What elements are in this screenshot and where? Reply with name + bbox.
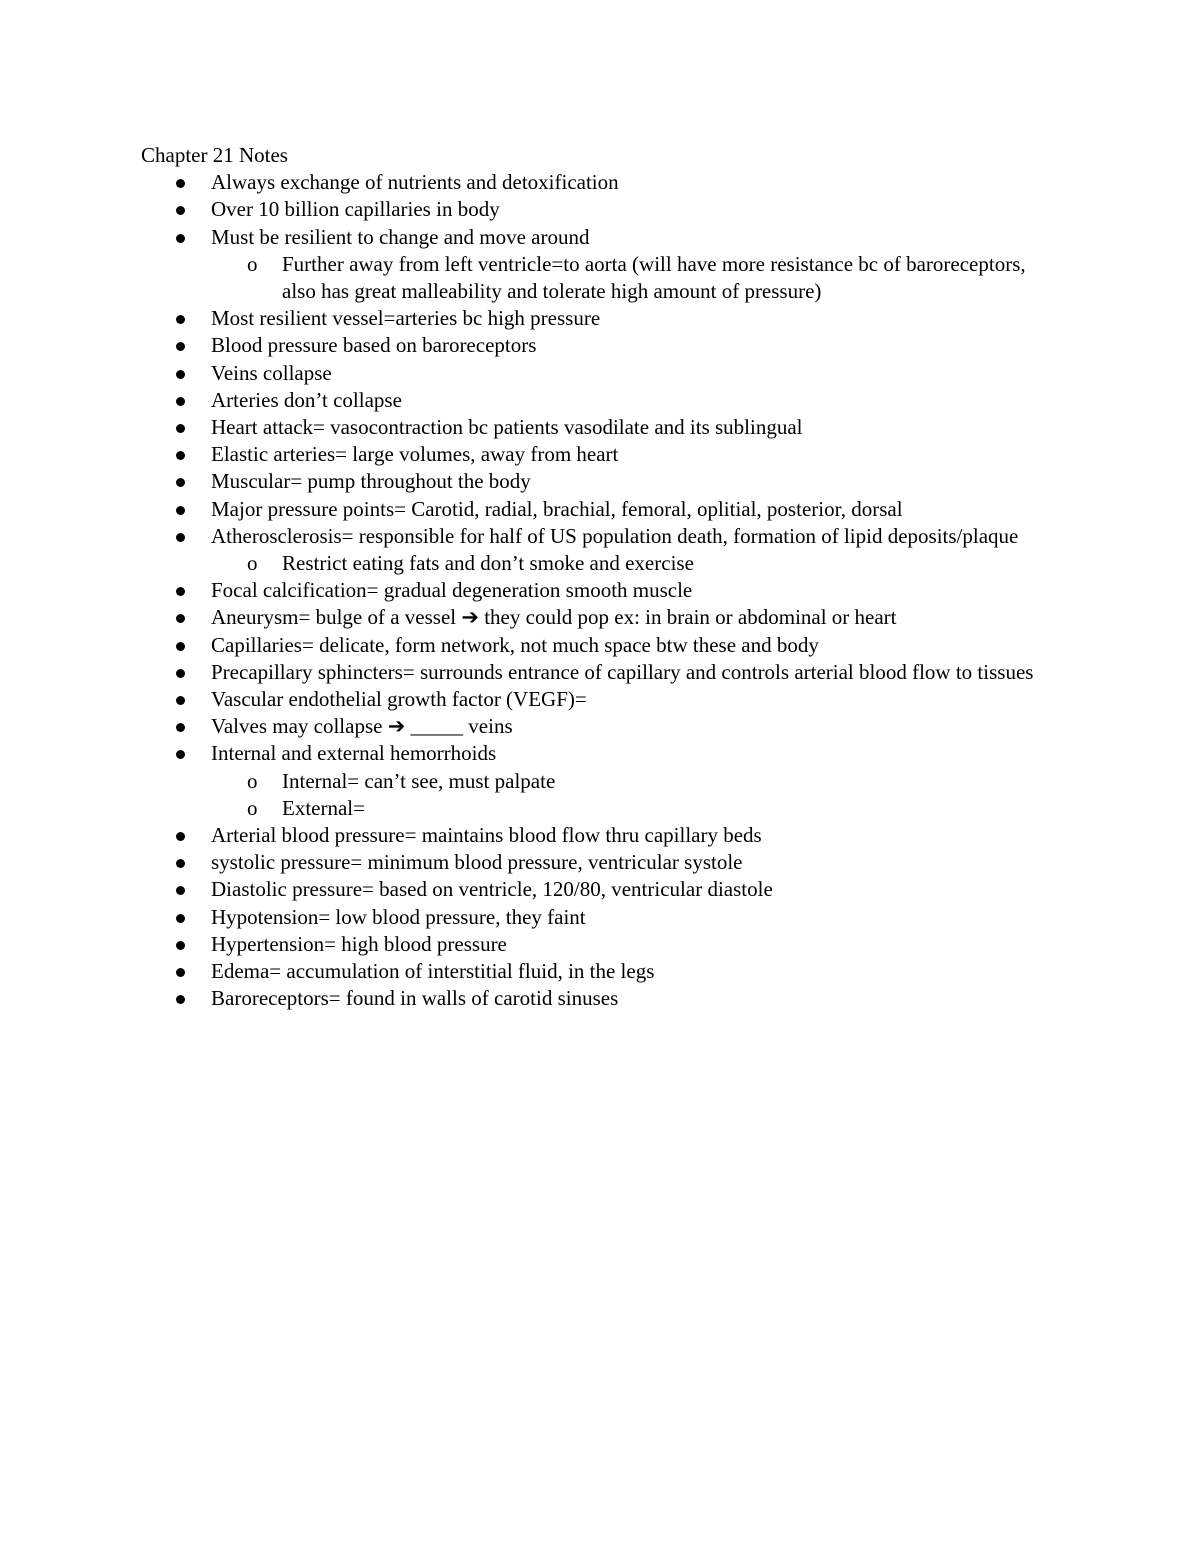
- bullet-dot-icon: [176, 968, 185, 977]
- list-item-text: Baroreceptors= found in walls of carotid sinuses: [211, 986, 619, 1011]
- sub-list-item-text: External=: [282, 795, 365, 820]
- bullet-dot-icon: [176, 669, 185, 678]
- list-item: [211, 360, 1051, 387]
- list-item: [211, 577, 1051, 604]
- list-item: [211, 224, 1051, 306]
- bullet-dot-icon: [176, 886, 185, 895]
- list-item: [211, 659, 1051, 686]
- list-item-text: Arterial blood pressure= maintains blood flow thru capillary beds: [211, 823, 762, 848]
- list-item-text: systolic pressure= minimum blood pressure, ventricular systole: [211, 850, 743, 875]
- list-item: [211, 876, 1051, 903]
- list-item-text: Hypertension= high blood pressure: [211, 931, 507, 956]
- hollow-bullet-icon: o: [247, 551, 258, 576]
- list-item-text: Diastolic pressure= based on ventricle, 120/80, ventricular diastole: [211, 877, 773, 902]
- sub-list-item: [247, 251, 1051, 305]
- sub-list-item-text: Restrict eating fats and don’t smoke and exercise: [282, 551, 694, 576]
- list-item: [211, 849, 1051, 876]
- bullet-dot-icon: [176, 342, 185, 351]
- bullet-dot-icon: [176, 478, 185, 487]
- bullet-dot-icon: [176, 179, 185, 188]
- list-item-text: Heart attack= vasocontraction bc patients vasodilate and its sublingual: [211, 415, 803, 440]
- list-item: [211, 822, 1051, 849]
- bullet-dot-icon: [176, 995, 185, 1004]
- list-item-text: Atherosclerosis= responsible for half of US population death, formation of lipid deposits/plaque: [211, 523, 1019, 548]
- bullet-dot-icon: [176, 859, 185, 868]
- sub-list-item: [247, 550, 1051, 577]
- bullet-dot-icon: [176, 750, 185, 759]
- list-item: [211, 958, 1051, 985]
- bullet-dot-icon: [176, 642, 185, 651]
- list-item: [211, 305, 1051, 332]
- sub-list: [211, 251, 1051, 305]
- list-item: [211, 904, 1051, 931]
- list-item: [211, 414, 1051, 441]
- hollow-bullet-icon: o: [247, 768, 258, 793]
- sub-list-item-text: Further away from left ventricle=to aorta (will have more resistance bc of baroreceptors, also has great malleability and tolerate high amount of pressure): [282, 251, 1026, 304]
- bullet-dot-icon: [176, 206, 185, 215]
- sub-list-item-text: Internal= can’t see, must palpate: [282, 768, 556, 793]
- bullet-dot-icon: [176, 234, 185, 243]
- bullet-dot-icon: [176, 424, 185, 433]
- list-item-text: Precapillary sphincters= surrounds entrance of capillary and controls arterial blood flow to tissues: [211, 659, 1034, 684]
- notes-body: [141, 142, 1051, 1013]
- list-item: [211, 740, 1051, 822]
- list-item-text: Must be resilient to change and move around: [211, 224, 590, 249]
- list-item: [211, 169, 1051, 196]
- bullet-dot-icon: [176, 315, 185, 324]
- list-item-text: Internal and external hemorrhoids: [211, 741, 497, 766]
- list-item: [211, 468, 1051, 495]
- list-item: [211, 196, 1051, 223]
- sub-list: [211, 768, 1051, 822]
- list-item-text: Veins collapse: [211, 360, 332, 385]
- hollow-bullet-icon: o: [247, 795, 258, 820]
- list-item: [211, 985, 1051, 1012]
- list-item-text: Arteries don’t collapse: [211, 387, 402, 412]
- bullet-dot-icon: [176, 397, 185, 406]
- bullet-dot-icon: [176, 506, 185, 515]
- list-item-text: Aneurysm= bulge of a vessel ➔ they could pop ex: in brain or abdominal or heart: [211, 605, 897, 630]
- bullet-dot-icon: [176, 533, 185, 542]
- sub-list: [211, 550, 1051, 577]
- list-item-text: Focal calcification= gradual degeneration smooth muscle: [211, 578, 693, 603]
- list-item-text: Hypotension= low blood pressure, they faint: [211, 904, 586, 929]
- bullet-dot-icon: [176, 914, 185, 923]
- list-item-text: Most resilient vessel=arteries bc high pressure: [211, 306, 601, 331]
- list-item: [211, 713, 1051, 740]
- list-item-text: Blood pressure based on baroreceptors: [211, 333, 537, 358]
- list-item-text: Edema= accumulation of interstitial fluid, in the legs: [211, 959, 655, 984]
- list-item-text: Major pressure points= Carotid, radial, brachial, femoral, oplitial, posterior, dorsal: [211, 496, 903, 521]
- list-item: [211, 686, 1051, 713]
- bullet-dot-icon: [176, 451, 185, 460]
- bullet-dot-icon: [176, 941, 185, 950]
- list-item: [211, 632, 1051, 659]
- list-item-text: Always exchange of nutrients and detoxification: [211, 170, 619, 195]
- page-title: Chapter 21 Notes: [141, 143, 288, 167]
- list-item-text: Elastic arteries= large volumes, away from heart: [211, 442, 619, 467]
- sub-list-item: [247, 768, 1051, 795]
- list-item: [211, 332, 1051, 359]
- bullet-list: [141, 169, 1051, 1012]
- list-item-text: Over 10 billion capillaries in body: [211, 197, 500, 222]
- bullet-dot-icon: [176, 832, 185, 841]
- list-item: [211, 441, 1051, 468]
- list-item-text: Vascular endothelial growth factor (VEGF)=: [211, 687, 587, 712]
- list-item-text: Capillaries= delicate, form network, not much space btw these and body: [211, 632, 819, 657]
- bullet-dot-icon: [176, 370, 185, 379]
- list-item-text: Muscular= pump throughout the body: [211, 469, 531, 494]
- bullet-dot-icon: [176, 696, 185, 705]
- list-item: [211, 523, 1051, 577]
- bullet-dot-icon: [176, 587, 185, 596]
- bullet-dot-icon: [176, 723, 185, 732]
- list-item: [211, 604, 1051, 631]
- sub-list-item: [247, 795, 1051, 822]
- list-item: [211, 387, 1051, 414]
- bullet-dot-icon: [176, 614, 185, 623]
- list-item: [211, 496, 1051, 523]
- list-item-text: Valves may collapse ➔ _____ veins: [211, 714, 513, 739]
- hollow-bullet-icon: o: [247, 251, 258, 276]
- list-item: [211, 931, 1051, 958]
